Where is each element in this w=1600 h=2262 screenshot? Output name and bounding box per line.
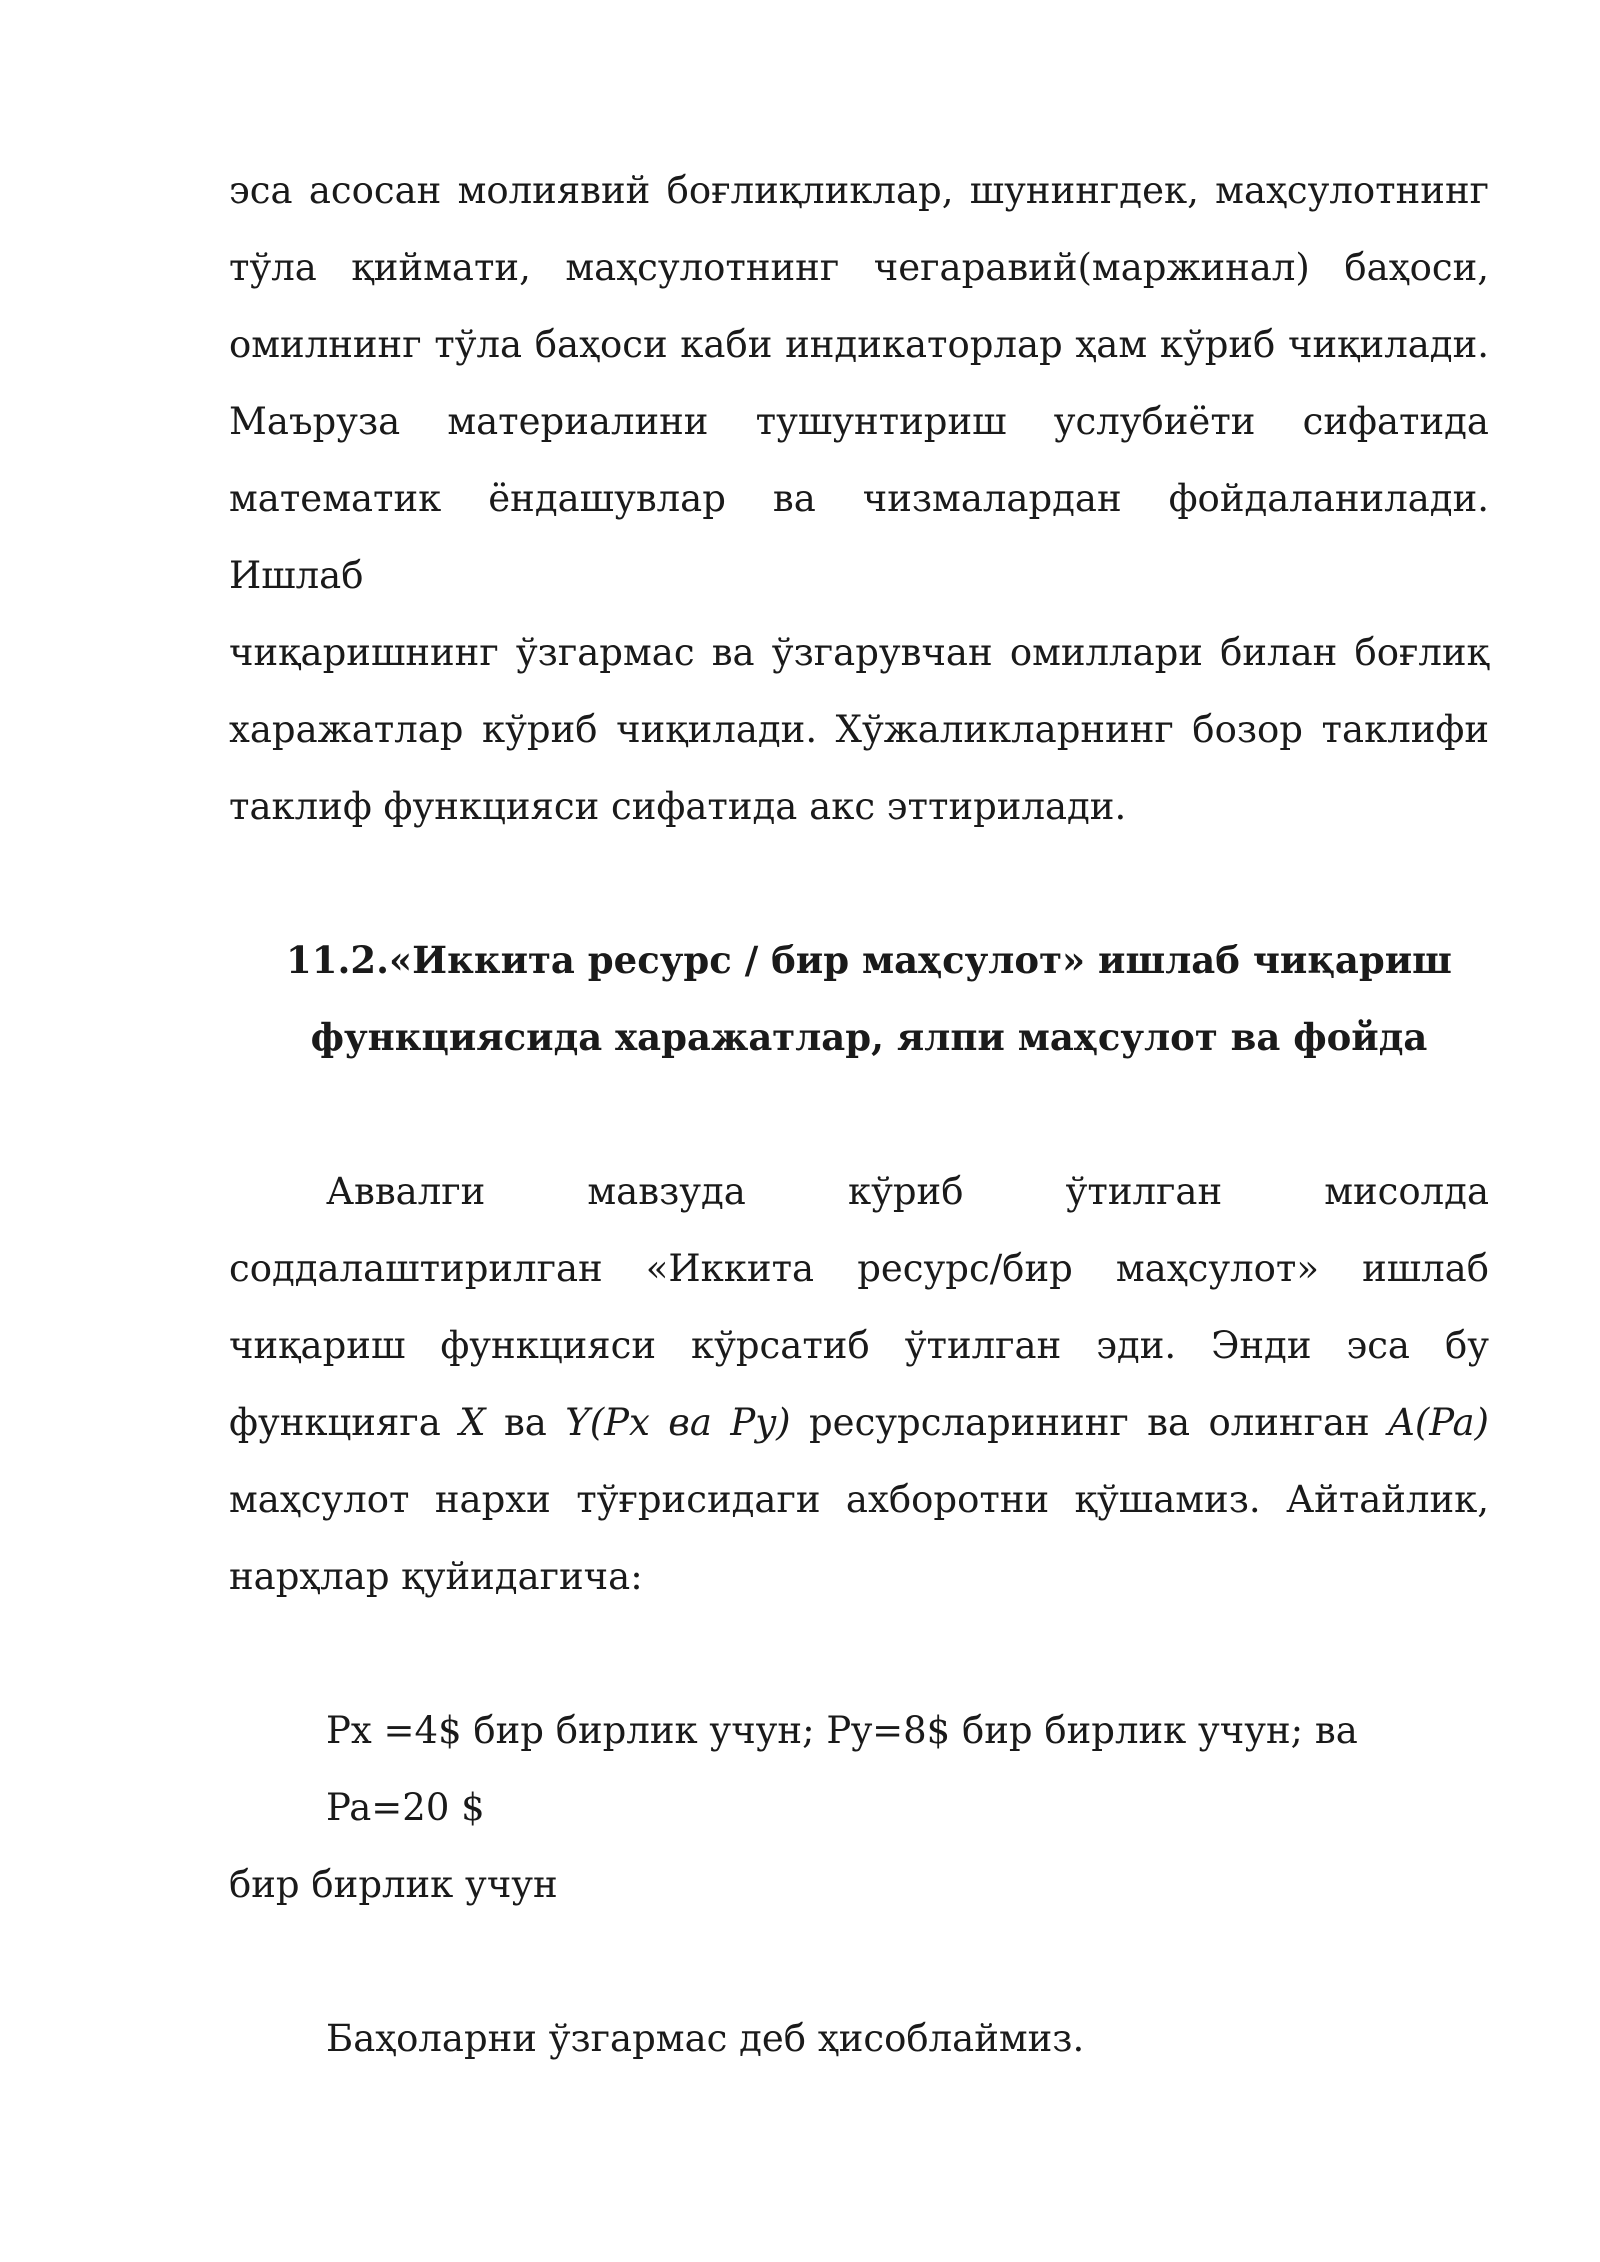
spacer: [229, 845, 1489, 922]
paragraph-line: чиқариш функцияси кўрсатиб ўтилган эди. Энди эса бу: [229, 1324, 1489, 1367]
text-fragment: ресурсларининг ва олинган: [808, 1401, 1389, 1444]
variable-a-price: A(Pa): [1388, 1401, 1489, 1444]
variable-x: X: [459, 1401, 486, 1444]
text-fragment: ва: [503, 1401, 566, 1444]
document-page: [229, 152, 1489, 2077]
paragraph-line: омилнинг тўла баҳоси каби индикаторлар ҳам кўриб чиқилади.: [229, 323, 1489, 366]
paragraph-line: таклиф функцияси сифатида акс эттирилади.: [229, 785, 1127, 828]
section-heading: [229, 922, 1489, 1076]
variable-y-prices: Y(Px ва Py): [565, 1401, 791, 1444]
prices-paragraph: [229, 1692, 1489, 1923]
prices-line-2: бир бирлик учун: [229, 1863, 558, 1906]
paragraph-line: соддалаштирилган «Иккита ресурс/бир маҳсулот» ишлаб: [229, 1247, 1489, 1290]
paragraph-line: чиқаришнинг ўзгармас ва ўзгарувчан омиллари билан боғлиқ: [229, 631, 1489, 674]
paragraph-line: Маъруза материалини тушунтириш услубиёти сифатида: [229, 400, 1489, 443]
final-sentence: Баҳоларни ўзгармас деб ҳисоблаймиз.: [326, 2017, 1085, 2060]
section-heading-line-2: функциясида харажатлар, ялпи маҳсулот ва фойда: [310, 1015, 1428, 1059]
prices-line-1: Px =4$ бир бирлик учун; Py=8$ бир бирлик учун; ва Pa=20 $: [326, 1709, 1358, 1829]
paragraph-line: тўла қиймати, маҳсулотнинг чегаравий(маржинал) баҳоси,: [229, 246, 1489, 289]
spacer: [229, 1615, 1489, 1692]
spacer: [229, 1076, 1489, 1153]
final-paragraph: [229, 2000, 1489, 2077]
paragraph-intro: [229, 152, 1489, 845]
text-fragment: функцияга: [229, 1401, 460, 1444]
paragraph-line: нарҳлар қуйидагича:: [229, 1555, 643, 1598]
paragraph-line-with-variables: [229, 1384, 1489, 1461]
paragraph-line: маҳсулот нархи тўғрисидаги ахборотни қўшамиз. Айтайлик,: [229, 1478, 1489, 1521]
section-heading-line-1: 11.2.«Иккита ресурс / бир маҳсулот» ишлаб чиқариш: [286, 938, 1452, 982]
paragraph-line: математик ёндашувлар ва чизмалардан фойдаланилади. Ишлаб: [229, 477, 1489, 597]
paragraph-line: эса асосан молиявий боғлиқликлар, шунингдек, маҳсулотнинг: [229, 169, 1489, 212]
paragraph-line: харажатлар кўриб чиқилади. Хўжаликларнинг бозор таклифи: [229, 708, 1489, 751]
spacer: [229, 1923, 1489, 2000]
paragraph-example: [229, 1153, 1489, 1615]
paragraph-line: Аввалги мавзуда кўриб ўтилган мисолда: [326, 1170, 1489, 1213]
